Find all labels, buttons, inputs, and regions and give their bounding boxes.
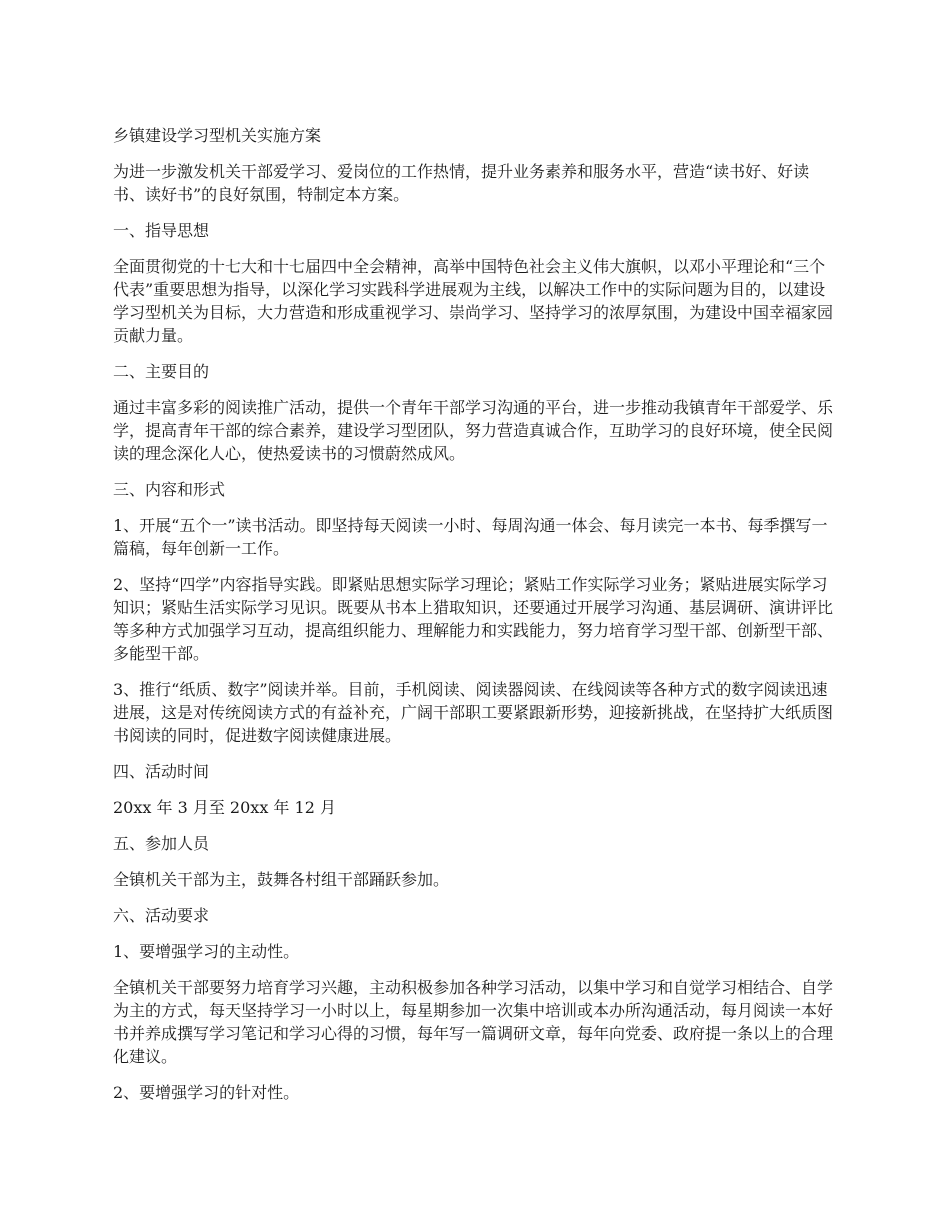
intro-paragraph: 为进一步激发机关干部爱学习、爱岗位的工作热情，提升业务素养和服务水平，营造“读书好、好读书、读好书”的良好氛围，特制定本方案。 — [113, 162, 810, 204]
content-form-item-3: 3、推行“纸质、数字”阅读并举。目前，手机阅读、阅读器阅读、在线阅读等各种方式的数字阅读迅速进展，这是对传统阅读方式的有益补充，广阔干部职工要紧跟新形势，迎接新挑战，在坚持扩大纸质图书阅读的同时，促进数字阅读健康进展。 — [113, 680, 834, 745]
requirement-1-body: 全镇机关干部要努力培育学习兴趣，主动积极参加各种学习活动，以集中学习和自觉学习相结合、自学为主的方式，每天坚持学习一小时以上，每星期参加一次集中培训或本办所沟通活动，每月阅读一本好书并养成撰写学习笔记和学习心得的习惯，每年写一篇调研文章，每年向党委、政府提一条以上的合理化建议。 — [113, 978, 834, 1066]
section-heading-activity-time: 四、活动时间 — [113, 762, 210, 781]
document-title: 乡镇建设学习型机关实施方案 — [113, 126, 322, 145]
requirement-1-heading: 1、要增强学习的主动性。 — [113, 942, 300, 961]
section-body-guiding-thought: 全面贯彻党的十七大和十七届四中全会精神，高举中国特色社会主义伟大旗帜，以邓小平理论和“三个代表”重要思想为指导，以深化学习实践科学进展观为主线，以解决工作中的实际问题为目的，以建设学习型机关为目标，大力营造和形成重视学习、崇尚学习、坚持学习的浓厚氛围，为建设中国幸福家园贡献力量。 — [113, 257, 834, 345]
section-body-participants: 全镇机关干部为主，鼓舞各村组干部踊跃参加。 — [113, 870, 450, 889]
section-heading-guiding-thought: 一、指导思想 — [113, 221, 210, 240]
content-form-item-1: 1、开展“五个一”读书活动。即坚持每天阅读一小时、每周沟通一体会、每月读完一本书、每季撰写一篇稿，每年创新一工作。 — [113, 516, 828, 558]
requirement-2-heading: 2、要增强学习的针对性。 — [113, 1083, 300, 1102]
section-heading-content-form: 三、内容和形式 — [113, 480, 226, 499]
section-body-activity-time: 20xx 年 3 月至 20xx 年 12 月 — [113, 798, 336, 817]
section-heading-participants: 五、参加人员 — [113, 834, 210, 853]
section-heading-requirements: 六、活动要求 — [113, 906, 210, 925]
section-heading-main-purpose: 二、主要目的 — [113, 362, 210, 381]
section-body-main-purpose: 通过丰富多彩的阅读推广活动，提供一个青年干部学习沟通的平台，进一步推动我镇青年干部爱学、乐学，提高青年干部的综合素养，建设学习型团队，努力营造真诚合作，互助学习的良好环境，使全民阅读的理念深化人心，使热爱读书的习惯蔚然成风。 — [113, 398, 834, 463]
content-form-item-2: 2、坚持“四学”内容指导实践。即紧贴思想实际学习理论；紧贴工作实际学习业务；紧贴进展实际学习知识；紧贴生活实际学习见识。既要从书本上猎取知识，还要通过开展学习沟通、基层调研、演讲评比等多种方式加强学习互动，提高组织能力、理解能力和实践能力，努力培育学习型干部、创新型干部、多能型干部。 — [113, 575, 834, 663]
